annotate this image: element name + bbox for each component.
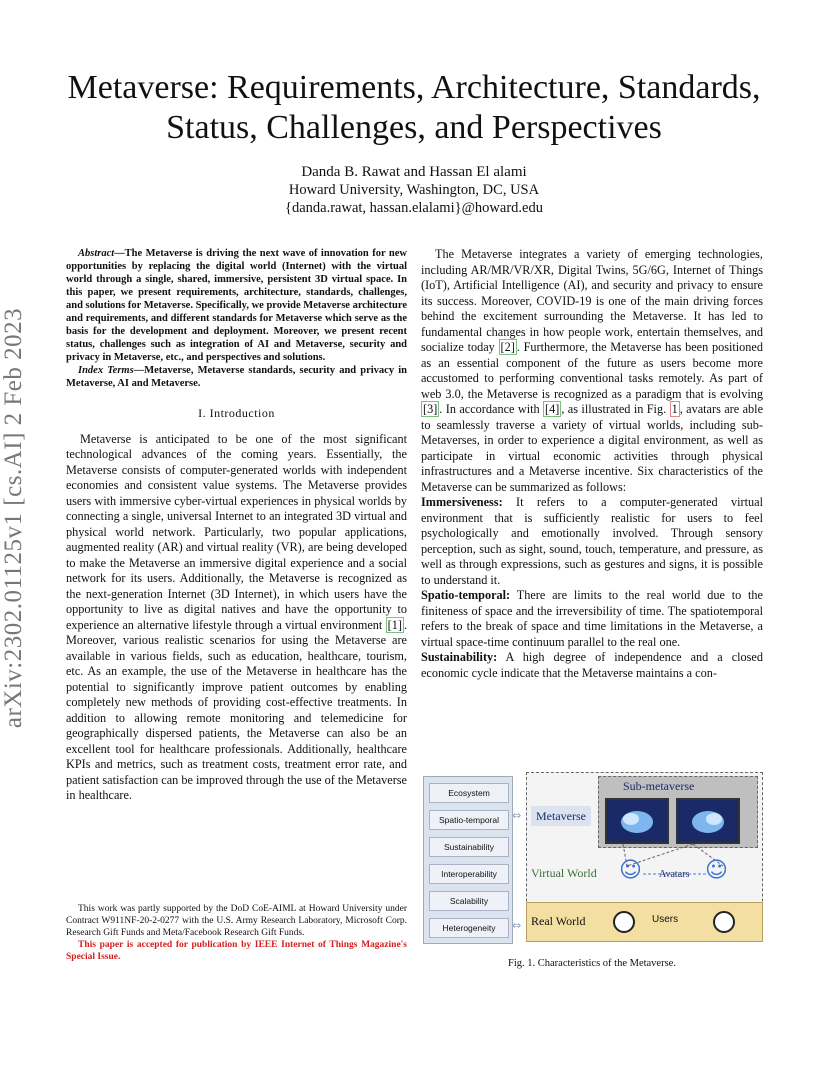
right-text-e: , avatars are able to seamlessly traverse a variety of virtual worlds, including sub-Metaverses, in order to experience a digital environment, as well as participate in virtual economic activities through physical infrastructures and a Metaverse incentive. Six characteristics of the Metaverse can be summarized as follows: xyxy=(421,402,764,494)
sub-metaverse-label: Sub-metaverse xyxy=(623,779,695,793)
term-description: A high degree of independence and a closed economic cycle indicate that the Metaverse maintains a con- xyxy=(421,650,763,680)
user-icon xyxy=(713,911,735,933)
intro-paragraph xyxy=(66,432,407,804)
author-block xyxy=(200,163,628,217)
abstract-label: Abstract xyxy=(78,248,115,259)
intro-text-b: . Moreover, various realistic scenarios for using the Metaverse are available in various fields, such as education, healthcare, tourism, etc. As an example, the use of the Metaverse in healthcare has the potential to significantly improve patient outcomes by enabling completely new methods of providing cost-effective treatments. In addition to allowing remote monitoring and telemedicine for geographically dispersed patients, the Metaverse can also be an excellent tool for healthcare professionals. Additionally, healthcare KPIs and metrics, such as treatment costs, treatment error rate, and patient satisfaction can be improved through the use of the Metaverse in healthcare. xyxy=(66,617,407,802)
real-world-label: Real World xyxy=(531,914,586,928)
index-terms-text: —Metaverse, Metaverse standards, security and privacy in Metaverse, AI and Metaverse. xyxy=(66,365,407,389)
double-arrow-icon: ⇔ xyxy=(512,919,522,932)
characteristic-spatio-temporal xyxy=(421,588,763,650)
characteristic-immersiveness xyxy=(421,495,763,588)
citation-link[interactable]: [3] xyxy=(423,402,438,416)
avatar-icon: ☺ xyxy=(705,858,728,883)
index-terms xyxy=(66,364,407,390)
metaverse-label: Metaverse xyxy=(531,806,591,826)
virtual-world-screen-icon xyxy=(605,798,669,844)
user-icon xyxy=(613,911,635,933)
author-names: Danda B. Rawat and Hassan El alami xyxy=(301,164,527,180)
figure-reference-link[interactable]: 1 xyxy=(671,402,678,416)
acceptance-note: This paper is accepted for publication by IEEE Internet of Things Magazine's Special Issue. xyxy=(66,940,407,962)
term-label: Spatio-temporal: xyxy=(421,588,511,602)
figure-metaverse-diagram xyxy=(423,772,763,944)
section-heading-introduction: I. Introduction xyxy=(198,406,275,420)
characteristic-box: Spatio-temporal xyxy=(429,810,509,830)
virtual-world-label: Virtual World xyxy=(531,866,597,880)
abstract-text: —The Metaverse is driving the next wave of innovation for new opportunities by replacing the digital world (Internet) with the virtual world through a single, shared, immersive, persistent 3D virtual space. In this paper, we present requirements, architecture, standards, challenges, and solutions for Metaverse. Specifically, we provide Metaverse architecture and requirements, and different standards for Metaverse which serve as the basis for the development and deployment. Moreover, we present recent status, challenges such as integration of AI and Metaverse, security and privacy in Metaverse, etc., and perspectives and solutions. xyxy=(66,248,407,363)
abstract xyxy=(66,247,407,364)
citation-link[interactable]: [1] xyxy=(387,617,402,632)
left-column xyxy=(66,247,407,804)
right-column xyxy=(421,247,763,681)
characteristic-box: Heterogeneity xyxy=(429,918,509,938)
characteristic-sustainability xyxy=(421,650,763,681)
double-arrow-icon: ⇔ xyxy=(512,809,522,822)
term-description: It refers to a computer-generated virtual environment that is sufficiently realistic for users to feel psychologically and emotionally involved. Through sensory perception, such as sight, sound, touch, temperature, and pressure, as well as through expressions, such as gestures and signs, it is possible to understand it. xyxy=(421,495,763,587)
footnote xyxy=(66,903,407,963)
right-text-a: The Metaverse integrates a variety of emerging technologies, including AR/MR/VR/XR, Digital Twins, 5G/6G, Internet of Things (IoT), Artificial Intelligence (AI), and security and privacy to ensure its success. Moreover, COVID-19 is one of the main driving forces behind the excitement surrounding the Metaverse. It has led to fundamental changes in how people work, entertain themselves, and socialize today xyxy=(421,247,763,354)
right-paragraph xyxy=(421,247,763,495)
right-text-c: . In accordance with xyxy=(439,402,544,416)
right-text-d: , as illustrated in Fig. xyxy=(561,402,670,416)
intro-text-a: Metaverse is anticipated to be one of the most significant technological advances of the coming years. Essentially, the Metaverse consists of computer-generated worlds with independent economies and consistent value systems. The Metaverse provides users with immersive cyber-virtual experiences in physical worlds by connecting a single, universal Internet to an integrated 3D virtual and physical world network. Particularly, two popular applications, augmented reality (AR) and virtual reality (VR), are being developed to make the Metaverse an immersive digital experience and a social network for its users. Additionally, the Metaverse is recognized as the next-generation Internet (3D Internet), in which users have the opportunity to live as digital natives and have the opportunity to experience an alternative lifestyle through a virtual environment xyxy=(66,431,407,632)
users-label: Users xyxy=(652,914,679,925)
characteristic-box: Interoperability xyxy=(429,864,509,884)
author-emails: {danda.rawat, hassan.elalami}@howard.edu xyxy=(285,200,543,216)
index-terms-label: Index Terms xyxy=(78,365,134,376)
citation-link[interactable]: [4] xyxy=(545,402,560,416)
avatar-icon: ☺ xyxy=(619,858,642,883)
virtual-world-screen-icon xyxy=(676,798,740,844)
paper-title: Metaverse: Requirements, Architecture, Standards, Status, Challenges, and Perspectives xyxy=(67,69,761,146)
author-affiliation: Howard University, Washington, DC, USA xyxy=(288,182,540,198)
characteristics-panel xyxy=(423,776,513,944)
characteristic-box: Scalability xyxy=(429,891,509,911)
brain-icon xyxy=(607,800,667,842)
term-description: There are limits to the real world due to the finiteness of space and the irreversibility of time. The spatiotemporal refers to the break of space and time limitations in the Metaverse, a virtual space-time continuum parallel to the real one. xyxy=(421,588,763,649)
figure-caption: Fig. 1. Characteristics of the Metaverse. xyxy=(508,958,676,969)
term-label: Immersiveness: xyxy=(421,495,503,509)
characteristic-box: Ecosystem xyxy=(429,783,509,803)
citation-link[interactable]: [2] xyxy=(500,340,515,354)
characteristic-box: Sustainability xyxy=(429,837,509,857)
term-label: Sustainability: xyxy=(421,650,498,664)
brain-icon xyxy=(678,800,738,842)
funding-note: This work was partly supported by the DoD CoE-AIML at Howard University under Contract W911NF-20-2-0277 with the U.S. Army Research Laboratory, Microsoft Corp. Research Gift Funds and Meta/Facebook Research Gift Funds. xyxy=(66,904,407,938)
avatars-label: Avatars xyxy=(659,869,690,880)
arxiv-identifier: arXiv:2302.01125v1 [cs.AI] 2 Feb 2023 xyxy=(0,307,27,729)
right-text-b: . Furthermore, the Metaverse has been positioned as an essential component of the future as users become more accustomed to performing conventional tasks remotely. As part of web 3.0, the Metaverse is recognized as a paradigm that is evolving xyxy=(421,340,763,401)
